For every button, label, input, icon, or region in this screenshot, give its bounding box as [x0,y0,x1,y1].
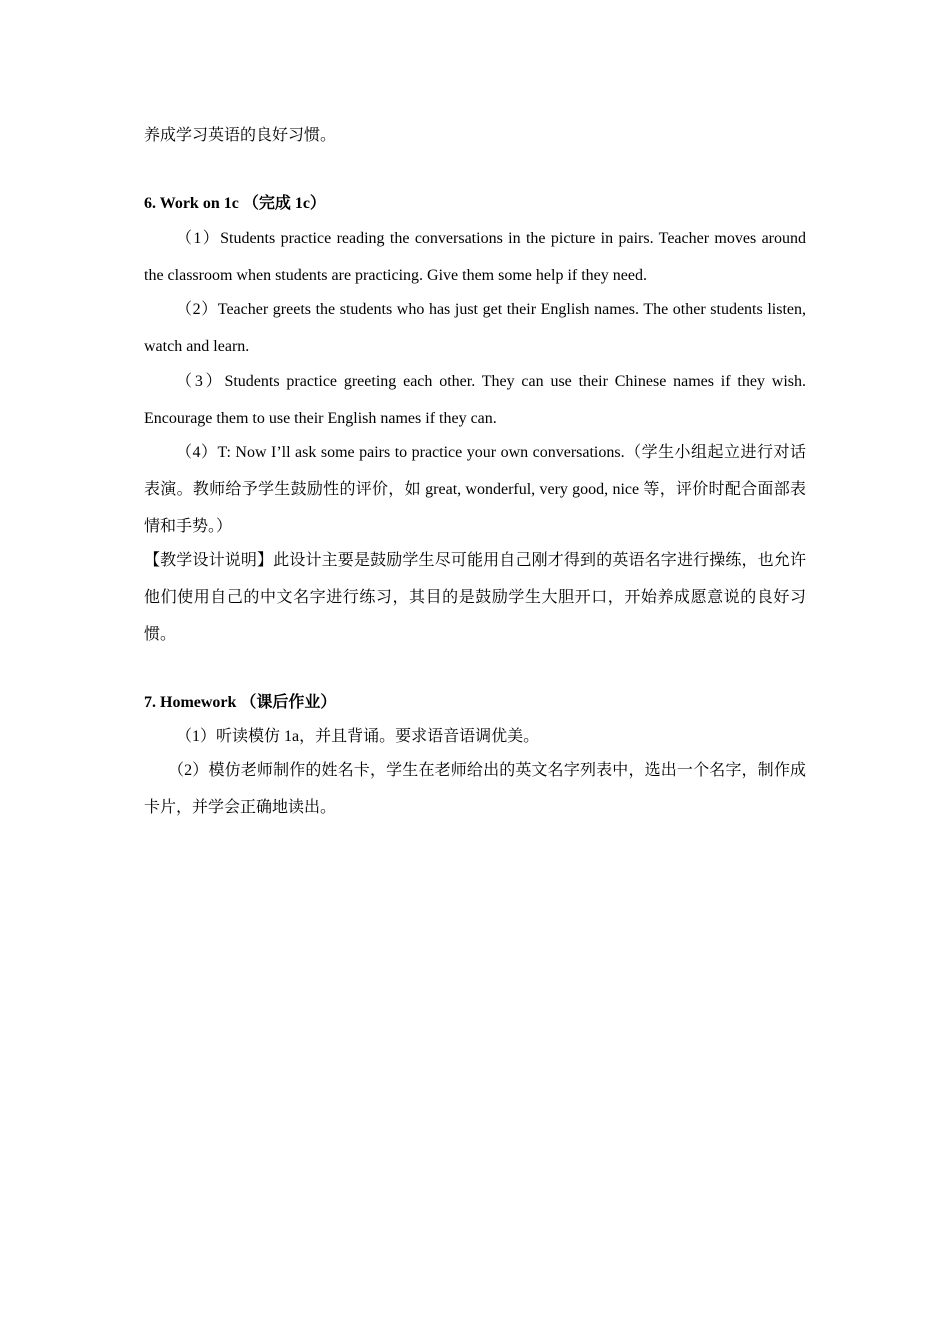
section-7-heading: 7. Homework （课后作业） [144,694,337,711]
section-6-paragraph-2: （2）Teacher greets the students who has just get their English names. The other students listen, watch and learn. [144,301,806,355]
section-6-paragraph-3: （3）Students practice greeting each other. They can use their Chinese names if they wish. Encourage them to use their English names if they can. [144,373,806,427]
section-7-paragraph-1: （1）听读模仿 1a，并且背诵。要求语音语调优美。 [176,728,540,745]
teaching-design-note: 【教学设计说明】此设计主要是鼓励学生尽可能用自己刚才得到的英语名字进行操练，也允许他们使用自己的中文名字进行练习，其目的是鼓励学生大胆开口，开始养成愿意说的良好习惯。 [144,552,806,643]
section-6-paragraph-4: （4）T: Now I’ll ask some pairs to practice your own conversations.（学生小组起立进行对话表演。教师给予学生鼓励性的评价，如 great, wonderful, very good, nice 等，评价时配合面部表情和手势。） [144,444,806,535]
section-7-paragraph-2: （2）模仿老师制作的姓名卡，学生在老师给出的英文名字列表中，选出一个名字，制作成卡片，并学会正确地读出。 [144,762,806,816]
intro-tail-text: 养成学习英语的良好习惯。 [144,127,337,144]
section-6-paragraph-1: （1）Students practice reading the conversations in the picture in pairs. Teacher moves around the classroom when students are practicing. Give them some help if they need. [144,230,806,284]
section-6-heading: 6. Work on 1c （完成 1c） [144,195,326,212]
